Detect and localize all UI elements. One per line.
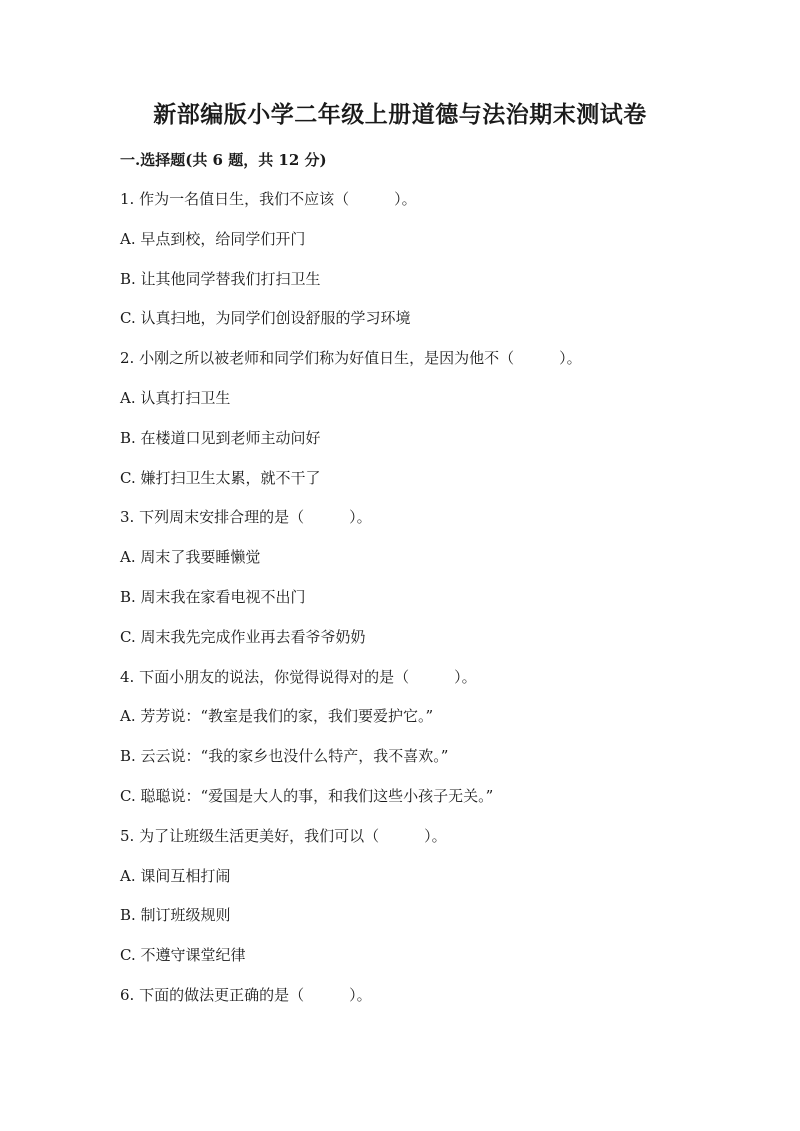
option-b: B. 在楼道口见到老师主动问好 (120, 428, 321, 447)
question-stem: 3. 下列周末安排合理的是（ ）。 (120, 508, 372, 527)
option-c: C. 不遵守课堂纪律 (120, 946, 246, 965)
option-c: C. 聪聪说：“爱国是大人的事，和我们这些小孩子无关。” (120, 786, 494, 805)
question-stem: 6. 下面的做法更正确的是（ ）。 (120, 985, 372, 1004)
option-c: C. 认真扫地，为同学们创设舒服的学习环境 (120, 309, 411, 328)
question-list (120, 187, 720, 1023)
exam-title: 新部编版小学二年级上册道德与法治期末测试卷 (153, 101, 647, 128)
question-stem: 4. 下面小朋友的说法，你觉得说得对的是（ ）。 (120, 667, 477, 686)
option-a: A. 芳芳说：“教室是我们的家，我们要爱护它。” (120, 707, 434, 726)
option-b: B. 云云说：“我的家乡也没什么特产，我不喜欢。” (120, 747, 449, 766)
option-a: A. 周末了我要睡懒觉 (120, 548, 261, 567)
option-b: B. 制订班级规则 (120, 906, 231, 925)
question-stem: 5. 为了让班级生活更美好，我们可以（ ）。 (120, 826, 447, 845)
option-b: B. 让其他同学替我们打扫卫生 (120, 269, 321, 288)
section-heading: 一.选择题(共 6 题，共 12 分) (120, 151, 327, 169)
option-c: C. 周末我先完成作业再去看爷爷奶奶 (120, 627, 366, 646)
option-a: A. 课间互相打闹 (120, 866, 231, 885)
option-a: A. 认真打扫卫生 (120, 388, 231, 407)
option-c: C. 嫌打扫卫生太累，就不干了 (120, 468, 321, 487)
option-b: B. 周末我在家看电视不出门 (120, 587, 306, 606)
question-stem: 1. 作为一名值日生，我们不应该（ ）。 (120, 190, 417, 208)
question-stem: 2. 小刚之所以被老师和同学们称为好值日生，是因为他不（ ）。 (120, 349, 582, 368)
option-a: A. 早点到校，给同学们开门 (120, 229, 306, 248)
